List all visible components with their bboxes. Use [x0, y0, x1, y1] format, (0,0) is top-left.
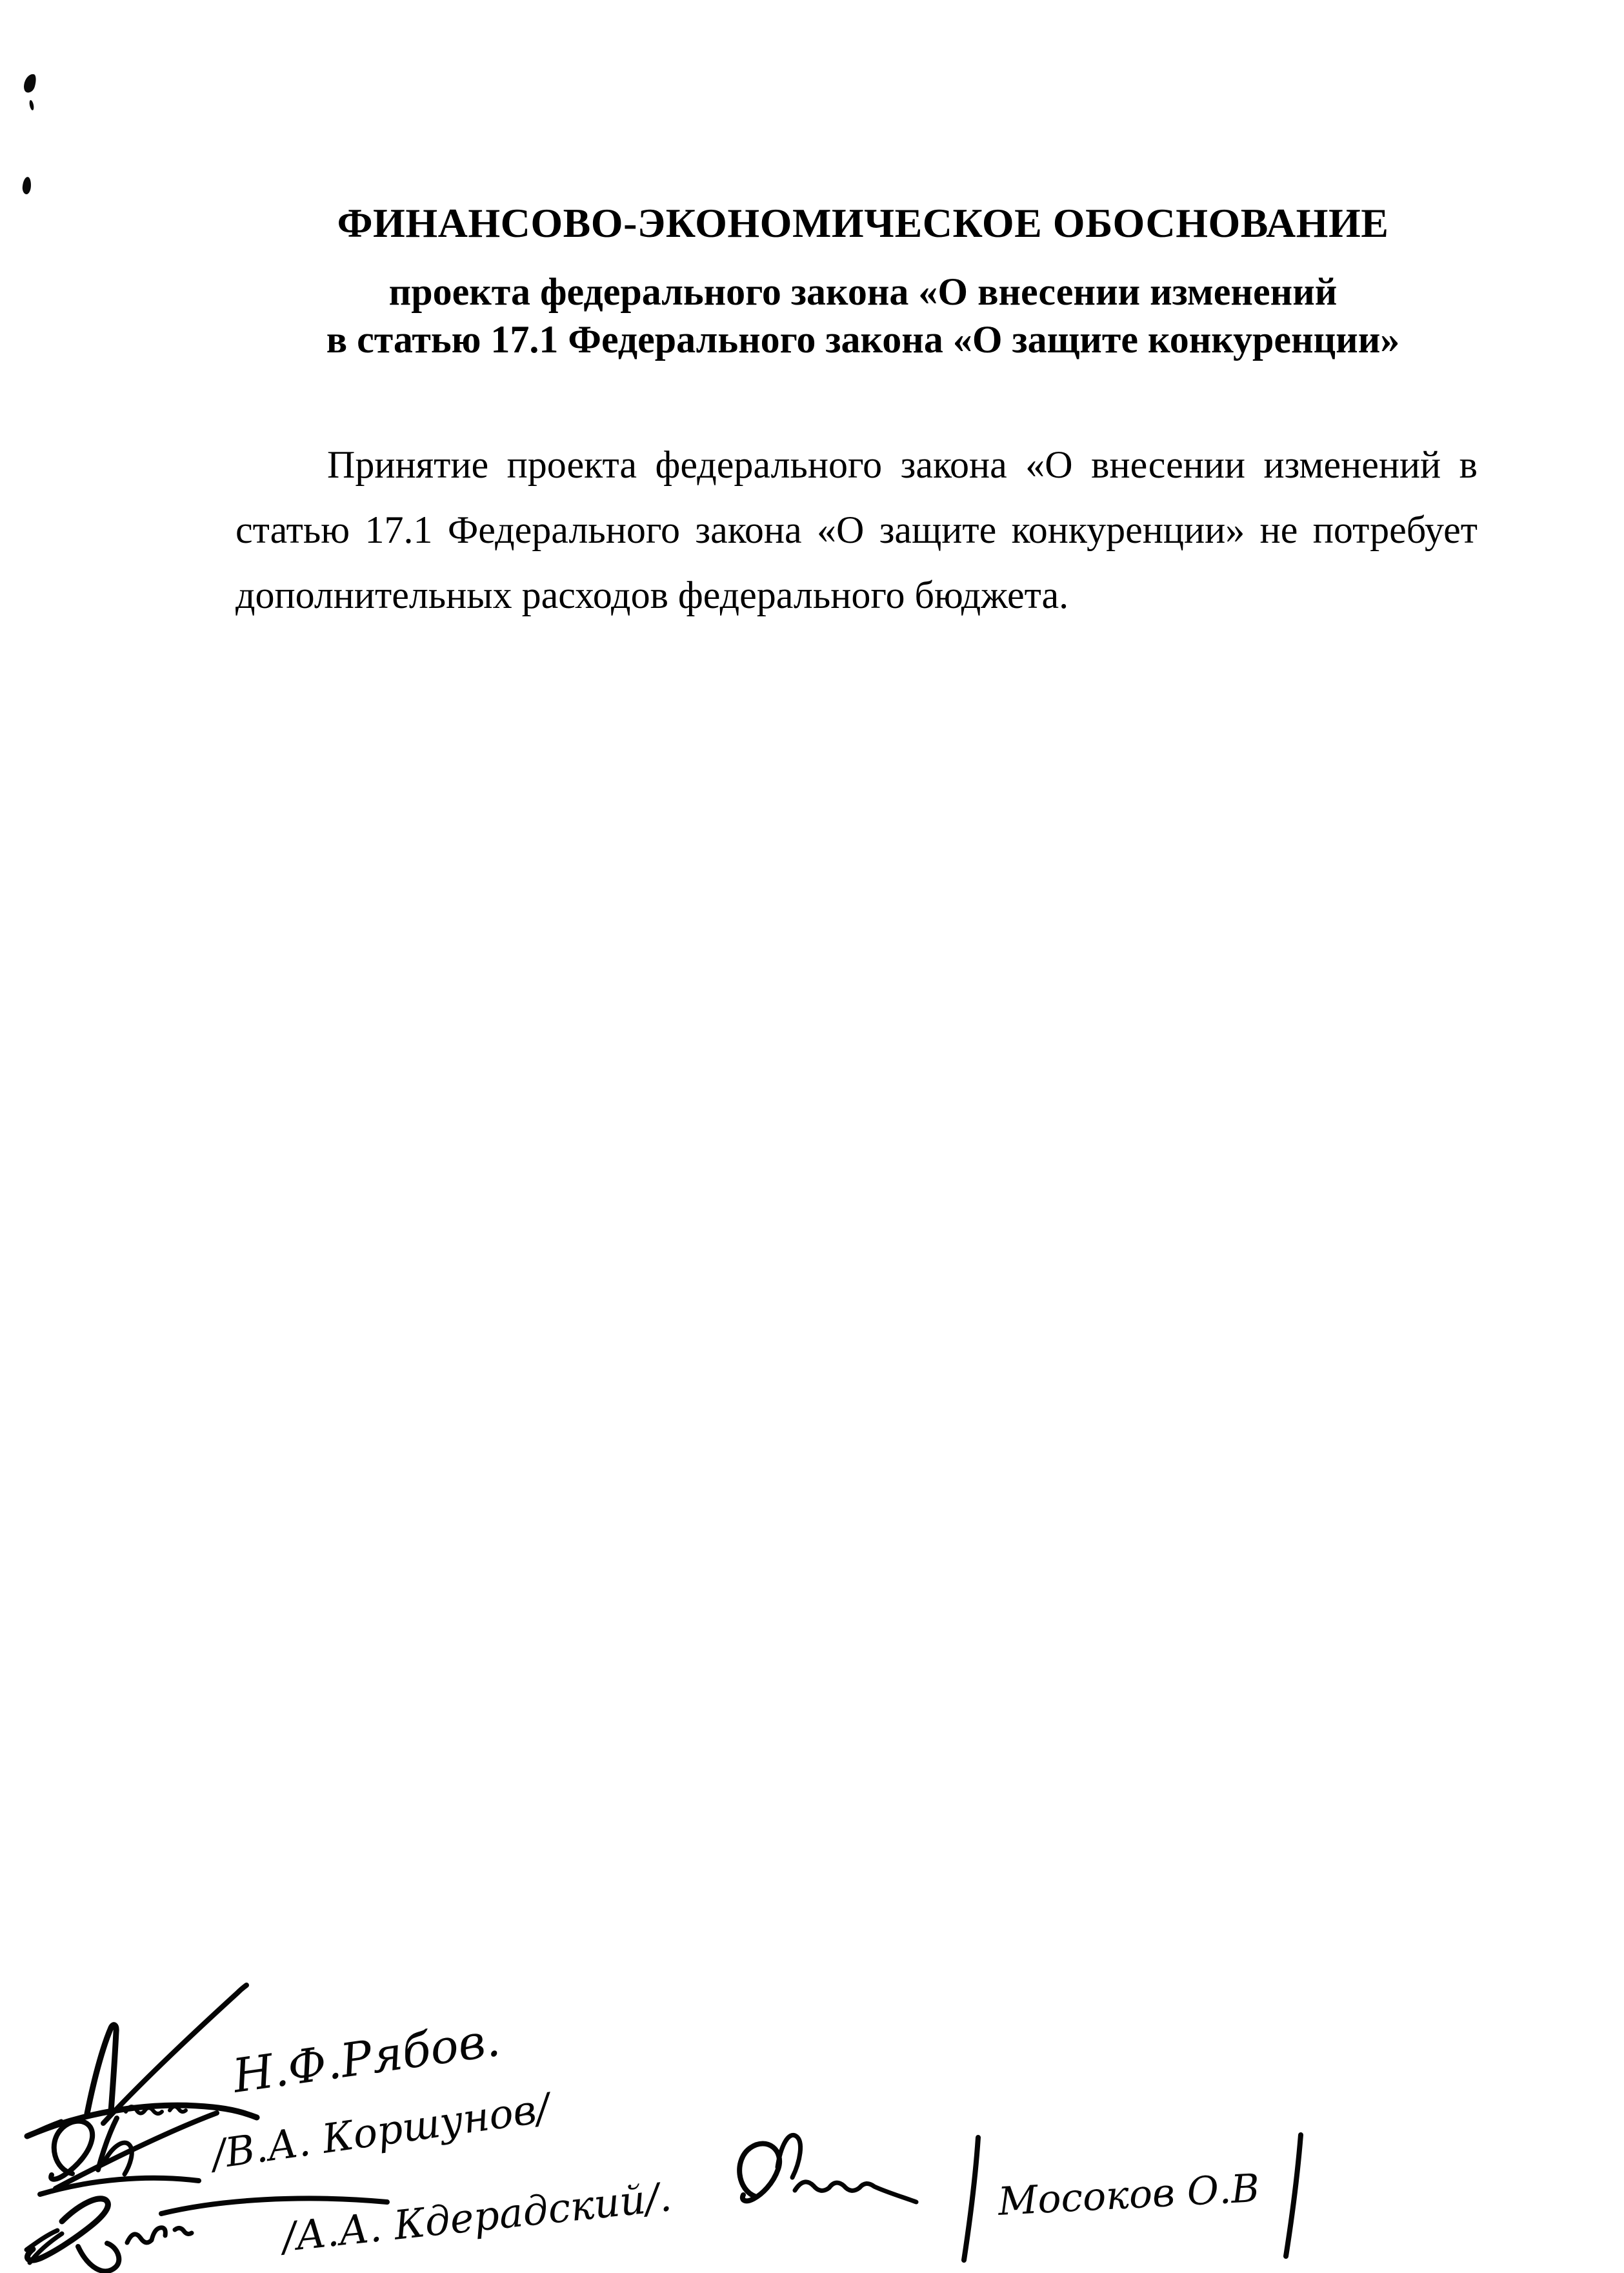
korshunov-autograph-strokes [40, 2113, 217, 2194]
ink-speck [22, 72, 38, 94]
paragraph-line-3: дополнительных расходов федерального бюджета. [236, 574, 1069, 616]
paragraph-line-1: Принятие проекта федерального закона «О внесении изменений в [327, 443, 1478, 486]
paragraph-line-2: статью 17.1 Федерального закона «О защите конкуренции» не потребует [236, 509, 1478, 551]
signature-mosokov [739, 2135, 1301, 2260]
body-paragraph [236, 432, 1478, 628]
mosokov-name-text: Мосоков О.В [997, 2165, 1261, 2225]
signature-korshunov [40, 2083, 556, 2194]
kderadsky-name-text: /А.А. Кдерадский/. [279, 2172, 674, 2261]
ink-speck [22, 177, 32, 195]
subtitle-line-1: проекта федерального закона «О внесении изменений [388, 270, 1338, 313]
signature-kderadsky [26, 2173, 674, 2271]
korshunov-name-text: /В.А. Коршунов/ [208, 2084, 553, 2178]
document-title: ФИНАНСОВО-ЭКОНОМИЧЕСКОЕ ОБОСНОВАНИЕ [337, 200, 1389, 246]
ink-speck [28, 100, 34, 111]
signature-block [0, 1975, 1624, 2273]
document-subtitle [236, 268, 1490, 363]
subtitle-line-2: в статью 17.1 Федерального закона «О защите конкуренции» [326, 318, 1400, 361]
ryabov-name-text: Н.Ф.Рябов. [229, 2012, 503, 2103]
ryabov-autograph-strokes [27, 1985, 257, 2136]
